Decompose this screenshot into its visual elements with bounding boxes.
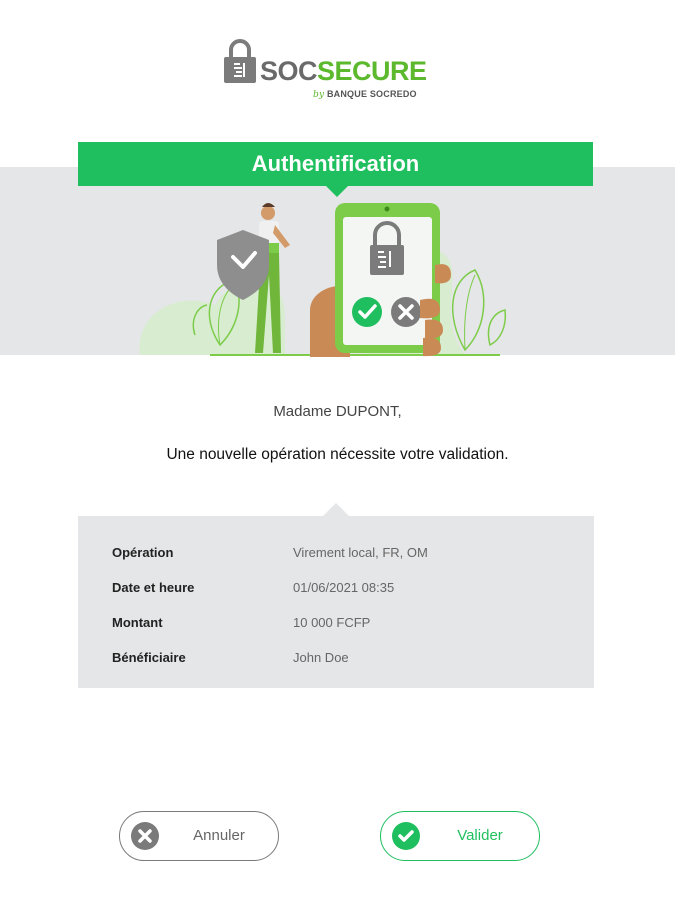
logo-wordmark: [260, 56, 427, 87]
detail-label: Opération: [112, 545, 174, 560]
cancel-button[interactable]: [119, 811, 279, 861]
validation-message: Une nouvelle opération nécessite votre validation.: [166, 446, 509, 463]
logo-by: by: [313, 90, 325, 100]
validate-button-label: Valider: [457, 827, 503, 844]
close-icon: [130, 821, 160, 851]
detail-label: Date et heure: [112, 580, 195, 595]
logo-secure: SECURE: [317, 56, 427, 86]
detail-value: John Doe: [293, 650, 349, 665]
cancel-button-label: Annuler: [193, 827, 245, 844]
logo-bank: BANQUE SOCREDO: [326, 89, 417, 99]
greeting: Madame DUPONT,: [273, 403, 402, 420]
detail-value: 01/06/2021 08:35: [293, 580, 395, 595]
detail-value: 10 000 FCFP: [293, 615, 371, 630]
logo-soc: SOC: [260, 56, 318, 86]
page-title: Authentification: [78, 142, 593, 186]
operation-details-panel: [78, 516, 594, 688]
validate-button[interactable]: [380, 811, 540, 861]
authentication-illustration: [135, 195, 545, 357]
logo-subtitle: [313, 89, 417, 100]
detail-label: Montant: [112, 615, 163, 630]
check-icon: [391, 821, 421, 851]
detail-value: Virement local, FR, OM: [293, 545, 428, 560]
detail-label: Bénéficiaire: [112, 650, 186, 665]
padlock-logo-icon: [222, 38, 258, 84]
details-notch: [322, 503, 350, 517]
socsecure-logo: [222, 38, 442, 102]
